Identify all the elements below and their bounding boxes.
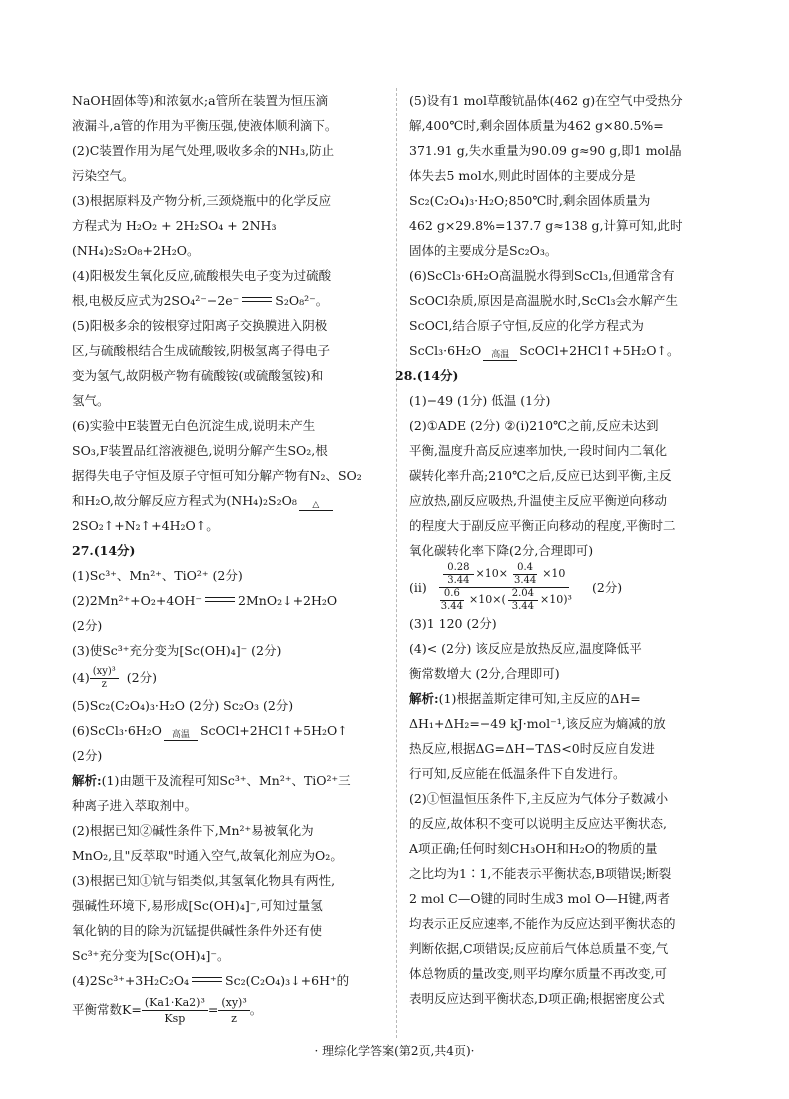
text-line: 氧化钠的目的除为沉锰提供碱性条件外还有使 [72,923,323,938]
text-line: A项正确;任何时刻CH₃OH和H₂O的物质的量 [409,841,658,856]
answer-line: (2分) [72,748,103,763]
analysis-line: 解析:(1)根据盖斯定律可知,主反应的ΔH= [409,691,641,706]
text-line: (2)根据已知②碱性条件下,Mn²⁺易被氧化为 [72,823,314,838]
question-heading-28: 28.(14分) [395,368,459,383]
text-line: MnO₂,且"反萃取"时通入空气,故氧化剂应为O₂。 [72,848,343,863]
text-line: 氧化碳转化率下降(2分,合理即可) [409,543,594,558]
text-line: Sc³⁺充分变为[Sc(OH)₄]⁻。 [72,948,230,963]
equation-line: 根,电极反应式为2SO₄²⁻−2e⁻ S₂O₈²⁻。 [72,293,329,308]
text-line: 液漏斗,a管的作用为平衡压强,使液体顺利滴下。 [72,118,338,133]
text-line: 热反应,根据ΔG=ΔH−TΔS<0时反应自发进 [409,741,655,756]
text-line: SO₃,F装置品红溶液褪色,说明分解产生SO₂,根 [72,443,328,458]
text-line: 氢气。 [72,393,110,408]
text-line: 体总物质的量改变,则平均摩尔质量不再改变,可 [409,966,667,981]
text-line: 强碱性环境下,易形成[Sc(OH)₄]⁻,可知过量氢 [72,898,323,913]
text-line: 均表示正反应速率,不能作为反应达到平衡状态的 [409,916,676,931]
answer-line: (3)1 120 (2分) [409,616,497,631]
equals-sign [205,597,235,602]
text-line: (3)根据原料及产物分析,三颈烧瓶中的化学反应 [72,193,332,208]
text-line: 的程度大于副反应平衡正向移动的程度,平衡时二 [409,518,676,533]
text-line: (6)实验中E装置无白色沉淀生成,说明未产生 [72,418,316,433]
text-line: 判断依据,C项错误;反应前后气体总质量不变,气 [409,941,669,956]
answer-line: (4)< (2分) 该反应是放热反应,温度降低平 [409,641,642,656]
text-line: 平衡,温度升高反应速率加快,一段时间内二氧化 [409,443,667,458]
equation-line: 和H₂O,故分解反应方程式为(NH₄)₂S₂O₈ △ [72,488,404,513]
text-line: (4)阳极发生氧化反应,硫酸根失电子变为过硫酸 [72,268,332,283]
text-line: (5)阳极多余的铵根穿过阳离子交换膜进入阴极 [72,318,328,333]
text-line: 462 g×29.8%=137.7 g≈138 g,计算可知,此时 [409,218,683,233]
text-line: 变为氢气,故阴极产物有硫酸铵(或硫酸氢铵)和 [72,368,324,383]
text-line: 的反应,故体积不变可以说明主反应达平衡状态, [409,816,667,831]
text-line: 体失去5 mol水,则此时固体的主要成分是 [409,168,636,183]
answer-fraction-line: (4) $\frac{\text{(xy)³}}{z}$ (2分) [72,666,157,690]
kp-expression: (ii) $\frac{0.28}{3.44}$ ×10× $\frac{0.4}{3.44}$ ×10 $\frac{0.6}{3.44}$ ×10×( $\frac{2.04}{3.44}$ ×10)³ (2分) [409,561,623,612]
text-line: (6)ScCl₃·6H₂O高温脱水得到ScCl₃,但通常含有 [409,268,675,283]
left-column [72,88,404,1027]
text-line: 方程式为 H₂O₂ + 2H₂SO₄ + 2NH₃ [72,218,277,233]
answer-line: (3)使Sc³⁺充分变为[Sc(OH)₄]⁻ (2分) [72,643,282,658]
equation-line: (2)2Mn²⁺+O₂+4OH⁻ 2MnO₂↓+2H₂O [72,593,338,608]
text-line: 污染空气。 [72,168,135,183]
text-line: 固体的主要成分是Sc₂O₃。 [409,243,558,258]
equals-sign [242,297,272,302]
text-line: (2)C装置作用为尾气处理,吸收多余的NH₃,防止 [72,143,335,158]
text-line: (5)设有1 mol草酸钪晶体(462 g)在空气中受热分 [409,93,683,108]
text-line: 区,与硫酸根结合生成硫酸铵,阴极氢离子得电子 [72,343,330,358]
equilibrium-constant-line: 平衡常数K= $\frac{\text{(Ka1·Ka2)³}}{\text{Ksp}}$ = $\frac{\text{(xy)³}}{z}$ 。 [72,996,263,1025]
text-line: (3)根据已知①钪与铝类似,其氢氧化物具有两性, [72,873,336,888]
answer-line: (2)①ADE (2分) ②(i)210℃之前,反应未达到 [409,418,659,433]
text-line: ΔH₁+ΔH₂=−49 kJ·mol⁻¹,该反应为熵减的放 [409,716,666,731]
text-line: 表明反应达到平衡状态,D项正确;根据密度公式 [409,991,665,1006]
equation-line: (6)ScCl₃·6H₂O 高温 ScOCl+2HCl↑+5H₂O↑ [72,718,404,743]
text-line: 据得失电子守恒及原子守恒可知分解产物有N₂、SO₂ [72,468,362,483]
text-line: 碳转化率升高;210℃之后,反应已达到平衡,主反 [409,468,672,483]
answer-line: 衡常数增大 (2分,合理即可) [409,666,560,681]
text-line: 解,400℃时,剩余固体质量为462 g×80.5%= [409,118,664,133]
equation-line: (NH₄)₂S₂O₈+2H₂O。 [72,243,200,258]
text-line: 行可知,反应能在低温条件下自发进行。 [409,766,626,781]
text-line: 371.91 g,失水重量为90.09 g≈90 g,即1 mol晶 [409,143,682,158]
equation-line: (4)2Sc³⁺+3H₂C₂O₄ Sc₂(C₂O₄)₃↓+6H⁺的 [72,973,350,988]
right-column [395,88,741,1011]
text-line: NaOH固体等)和浓氨水;a管所在装置为恒压滴 [72,93,329,108]
question-heading-27: 27.(14分) [72,543,136,558]
fraction: $\frac{\text{(Ka1·Ka2)³}}{\text{Ksp}}$ [142,995,208,1026]
answer-line: (2分) [72,618,103,633]
fraction: $\frac{\text{(xy)³}}{z}$ [90,666,119,691]
text-line: 应放热,副反应吸热,升温使主反应平衡逆向移动 [409,493,667,508]
answer-line: (5)Sc₂(C₂O₄)₃·H₂O (2分) Sc₂O₃ (2分) [72,698,294,713]
page-footer: · 理综化学答案(第2页,共4页)· [314,1044,475,1058]
high-temp-arrow: 高温 [164,731,198,743]
text-line: ScOCl杂质,原因是高温脱水时,ScCl₃会水解产生 [409,293,678,308]
equation-line: ScCl₃·6H₂O 高温 ScOCl+2HCl↑+5H₂O↑。 [409,338,741,363]
text-line: 种离子进入萃取剂中。 [72,798,198,813]
text-line: ScOCl,结合原子守恒,反应的化学方程式为 [409,318,644,333]
heat-arrow: △ [299,501,333,513]
text-line: 2SO₂↑+N₂↑+4H₂O↑。 [72,518,219,533]
text-line: 之比均为1∶1,不能表示平衡状态,B项错误;断裂 [409,866,672,881]
text-line: (2)①恒温恒压条件下,主反应为气体分子数减小 [409,791,669,806]
answer-line: (1)−49 (1分) 低温 (1分) [409,393,551,408]
high-temp-arrow: 高温 [483,351,517,363]
fraction: $\frac{\text{(xy)³}}{z}$ [218,995,249,1026]
analysis-line: 解析:(1)由题干及流程可知Sc³⁺、Mn²⁺、TiO²⁺三 [72,773,351,788]
answer-line: (1)Sc³⁺、Mn²⁺、TiO²⁺ (2分) [72,568,243,583]
equals-sign [192,977,222,982]
big-fraction: $\frac{0.28}{3.44}$ ×10× $\frac{0.4}{3.44}$ ×10 $\frac{0.6}{3.44}$ ×10×( $\frac{2.04}{3.44}$ ×10)³ [440,561,572,612]
text-line: Sc₂(C₂O₄)₃·H₂O;850℃时,剩余固体质量为 [409,193,651,208]
column-divider [396,88,397,1038]
text-line: 2 mol C—O键的同时生成3 mol O—H键,两者 [409,891,670,906]
